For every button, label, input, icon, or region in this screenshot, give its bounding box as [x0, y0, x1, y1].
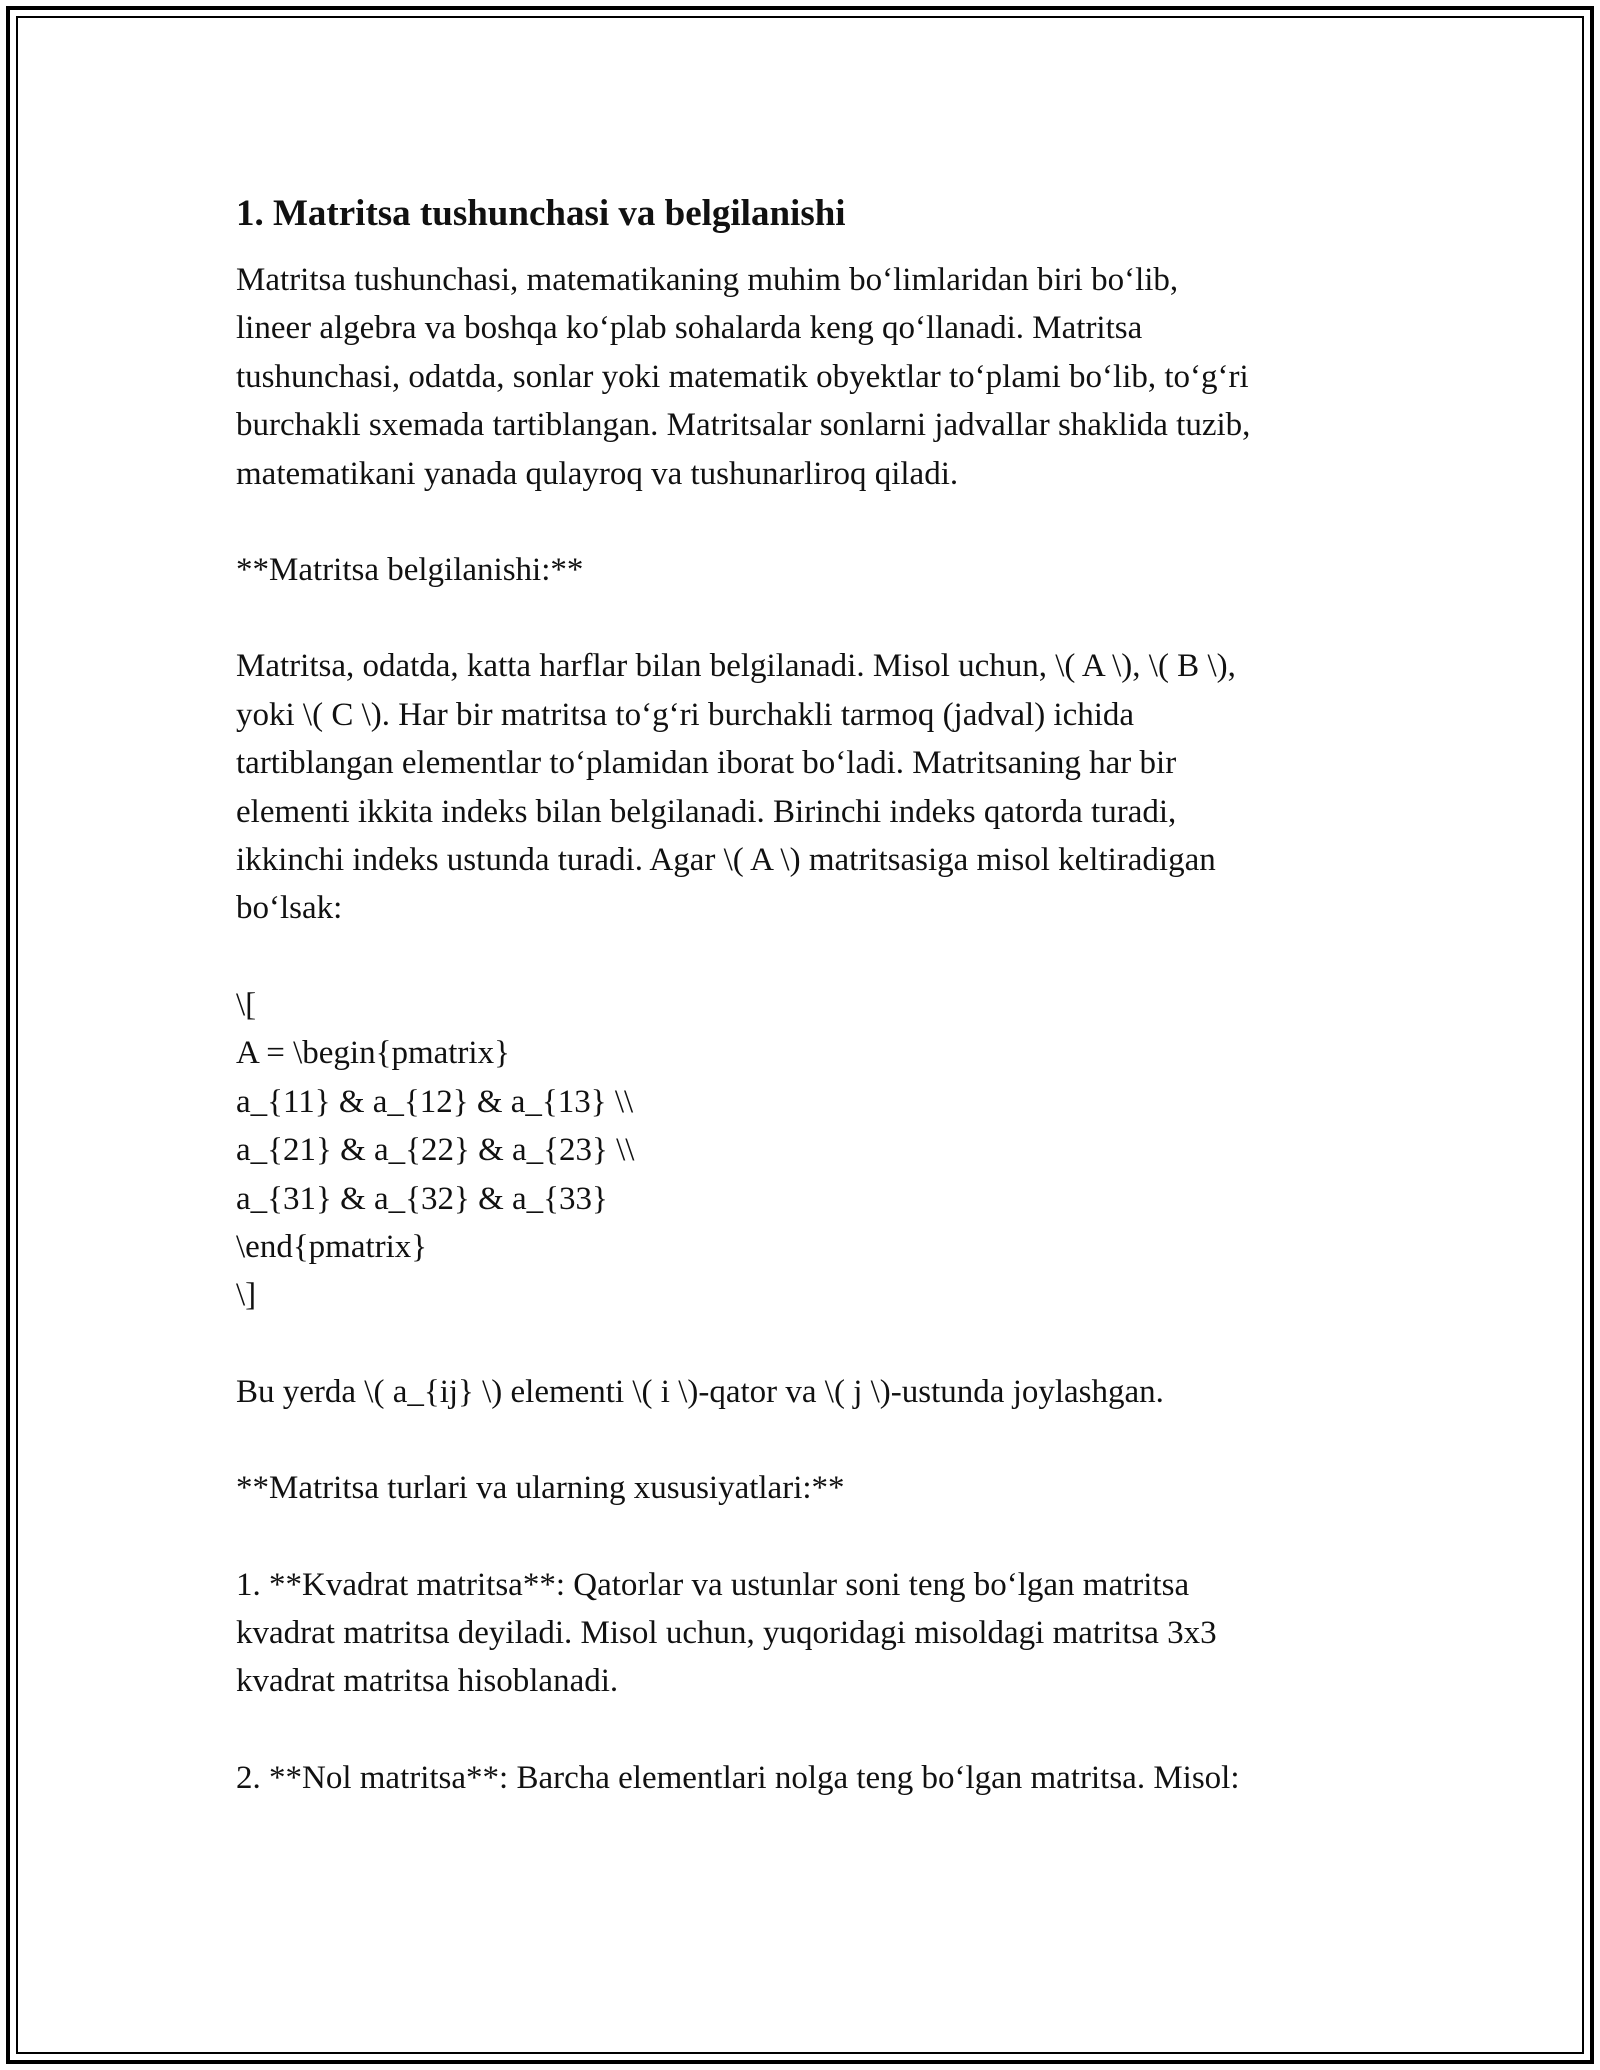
- text-line: elementi ikkita indeks bilan belgilanadi. Birinchi indeks qatorda turadi,: [236, 793, 1177, 830]
- latex-line: \[: [236, 986, 257, 1023]
- text-line: tushunchasi, odatda, sonlar yoki matematik obyektlar to‘plami bo‘lib, to‘g‘ri: [236, 358, 1249, 395]
- text-line: matematikani yanada qulayroq va tushunarliroq qiladi.: [236, 455, 959, 492]
- latex-matrix-block: [236, 981, 1376, 1320]
- types-subheading: [236, 1464, 1376, 1512]
- text-line: tartiblangan elementlar to‘plamidan iborat bo‘ladi. Matritsaning har bir: [236, 745, 1177, 782]
- text-line: **Matritsa turlari va ularning xususiyatlari:**: [236, 1470, 845, 1507]
- notation-paragraph: [236, 642, 1376, 932]
- element-explanation: [236, 1368, 1376, 1416]
- text-line: Bu yerda \( a_{ij} \) elementi \( i \)-qator va \( j \)-ustunda joylashgan.: [236, 1373, 1164, 1410]
- text-line: kvadrat matritsa hisoblanadi.: [236, 1663, 619, 1700]
- latex-line: \end{pmatrix}: [236, 1228, 428, 1265]
- list-item-square-matrix: [236, 1561, 1376, 1706]
- latex-line: a_{21} & a_{22} & a_{23} \\: [236, 1132, 635, 1169]
- text-line: ikkinchi indeks ustunda turadi. Agar \( A \) matritsasiga misol keltiradigan: [236, 842, 1216, 879]
- text-line: 2. **Nol matritsa**: Barcha elementlari nolga teng bo‘lgan matritsa. Misol:: [236, 1759, 1240, 1796]
- latex-line: a_{31} & a_{32} & a_{33}: [236, 1180, 608, 1217]
- text-line: burchakli sxemada tartiblangan. Matritsalar sonlarni jadvallar shaklida tuzib,: [236, 407, 1251, 444]
- text-line: 1. **Kvadrat matritsa**: Qatorlar va ustunlar soni teng bo‘lgan matritsa: [236, 1566, 1190, 1603]
- latex-line: a_{11} & a_{12} & a_{13} \\: [236, 1083, 634, 1120]
- text-line: **Matritsa belgilanishi:**: [236, 552, 584, 589]
- text-line: Matritsa, odatda, katta harflar bilan belgilanadi. Misol uchun, \( A \), \( B \),: [236, 648, 1236, 685]
- text-line: lineer algebra va boshqa ko‘plab sohalarda keng qo‘llanadi. Matritsa: [236, 310, 1143, 347]
- list-item-zero-matrix: [236, 1754, 1376, 1802]
- intro-paragraph: [236, 256, 1376, 498]
- latex-line: A = \begin{pmatrix}: [236, 1035, 510, 1072]
- text-line: yoki \( C \). Har bir matritsa to‘g‘ri burchakli tarmoq (jadval) ichida: [236, 696, 1135, 733]
- text-line: Matritsa tushunchasi, matematikaning muhim bo‘limlaridan biri bo‘lib,: [236, 262, 1179, 298]
- text-line: bo‘lsak:: [236, 890, 343, 927]
- latex-line: \]: [236, 1277, 257, 1314]
- document-body: [236, 186, 1376, 1850]
- text-line: kvadrat matritsa deyiladi. Misol uchun, yuqoridagi misoldagi matritsa 3x3: [236, 1614, 1217, 1651]
- section-heading: 1. Matritsa tushunchasi va belgilanishi: [236, 193, 846, 234]
- notation-subheading: [236, 546, 1376, 594]
